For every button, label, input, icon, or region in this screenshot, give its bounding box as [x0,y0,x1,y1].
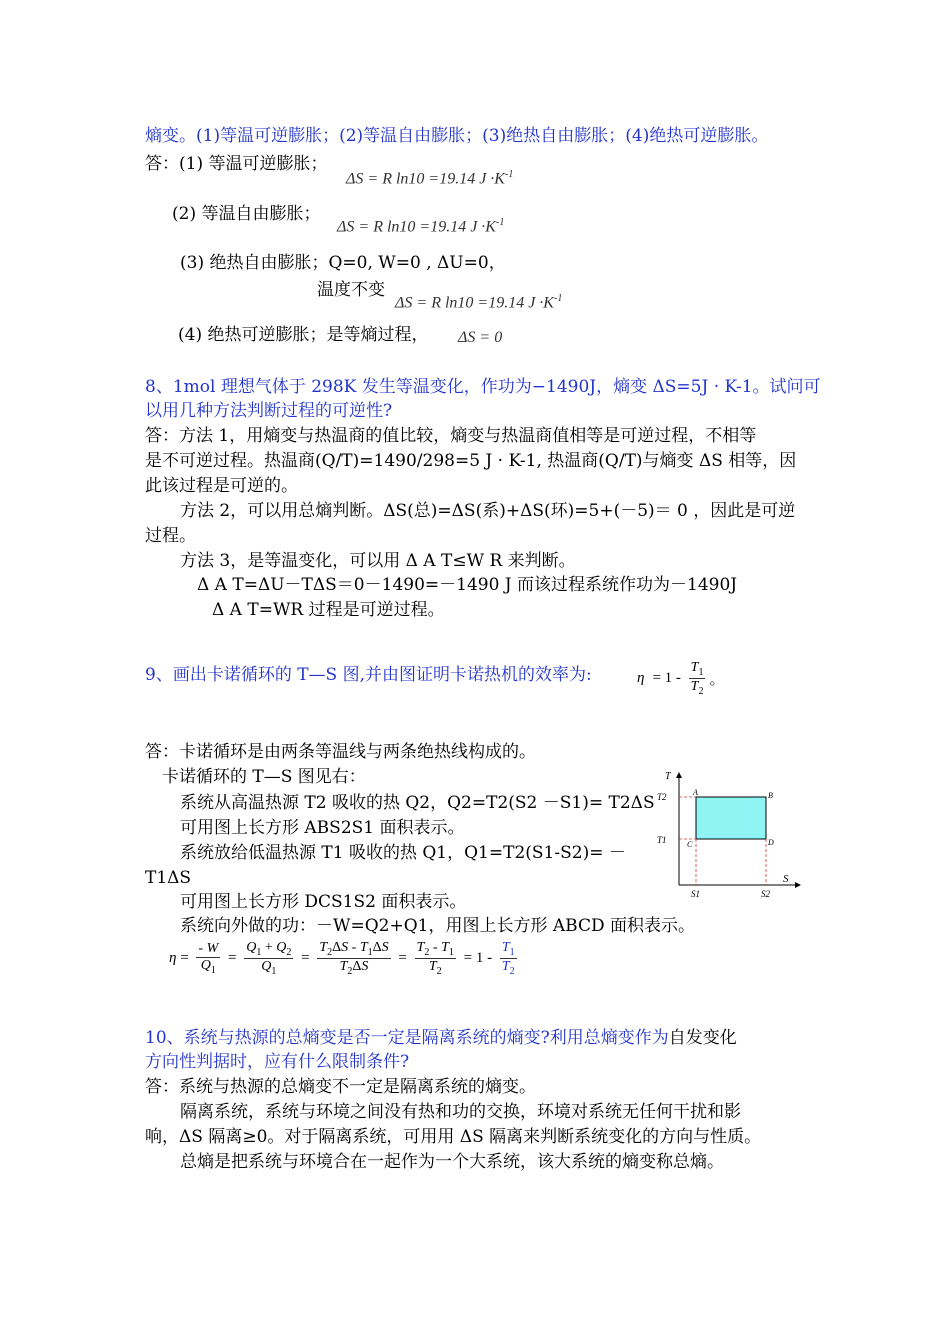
t1-label: T1 [657,835,667,845]
q8-method-2-line-1: 方法 2，可以用总熵判断。ΔS(总)=ΔS(系)+ΔS(环)=5+(－5)＝ 0 ，因此是可逆 [180,501,796,521]
q9-title: 9、画出卡诺循环的 T—S 图,并由图证明卡诺热机的效率为: [145,665,592,685]
q8-answer-line-3: 此该过程是可逆的。 [145,476,298,496]
q8-method-3-line-3: Δ A T=WR 过程是可逆过程。 [212,600,445,620]
q9-answer-line-7: 可用图上长方形 DCS1S2 面积表示。 [180,892,467,912]
q9-answer-line-3: 系统从高温热源 T2 吸收的热 Q2，Q2=T2(S2 －S1)= T2ΔS [180,793,655,813]
point-c-label: C [687,840,693,849]
q9-derivation: η = $\frac{- W}{Q_1}$ = $\frac{Q_1 + Q_2}{Q_1}$ = $\frac{T_2\Delta S - T_1\Delta S}{T_2\Delta S}$ = $\frac{T_2 - T_1}{T_2}$ = 1 - $\frac{T_1}{T_2}$ [169,940,515,977]
q9-answer-line-2: 卡诺循环的 T—S 图见右： [162,767,366,787]
q7-answer-1-formula: ΔS = R ln10 =19.14 $J \cdot K^{-1}$ [346,169,514,188]
q7-answer-4-label: (4) 绝热可逆膨胀；是等熵过程， [178,325,429,345]
t2-label: T2 [657,792,667,802]
point-d-label: D [768,838,774,847]
q10-answer-line-1: 答：系统与热源的总熵变不一定是隔离系统的熵变。 [145,1077,536,1097]
q9-answer-line-4: 可用图上长方形 ABS2S1 面积表示。 [180,818,465,838]
q10-title-line-2: 方向性判据时，应有什么限制条件? [145,1052,410,1072]
q8-title-line-1: 8、1mol 理想气体于 298K 发生等温变化，作功为−1490J，熵变 ΔS=5J · K-1。试问可 [145,377,821,397]
cycle-rectangle [696,797,766,839]
point-a-label: A [693,788,698,797]
q9-answer-line-6: T1ΔS [145,868,192,888]
q7-answer-3-label2: 温度不变 [317,280,385,300]
q8-method-3-line-1: 方法 3，是等温变化，可以用 Δ A T≤W R 来判断。 [180,551,576,571]
q7-answer-1-label: 答：(1) 等温可逆膨胀； [145,154,328,174]
q7-title: 熵变。(1)等温可逆膨胀；(2)等温自由膨胀；(3)绝热自由膨胀；(4)绝热可逆膨胀。 [145,126,769,146]
q7-answer-2-label: (2) 等温自由膨胀； [172,204,321,224]
q8-answer-line-2: 是不可逆过程。热温商(Q/T)=1490/298=5 J · K-1, 热温商(Q/T)与熵变 ΔS 相等，因 [145,451,797,471]
axis-s-label: S [783,873,789,885]
point-b-label: B [768,791,773,800]
axis-t-label: T [665,771,671,782]
q9-answer-line-5: 系统放给低温热源 T1 吸收的热 Q1，Q1=T2(S1-S2)= － [180,843,626,863]
q9-answer-line-1: 答：卡诺循环是由两条等温线与两条绝热线构成的。 [145,742,536,762]
q9-efficiency-formula: η = 1 - $\frac{T_1}{T_2}$ 。 [637,660,725,697]
carnot-ts-diagram [655,765,805,905]
q8-answer-line-1: 答：方法 1，用熵变与热温商的值比较，熵变与热温商值相等是可逆过程，不相等 [145,426,757,446]
q9-answer-line-8: 系统向外做的功：－W=Q2+Q1，用图上长方形 ABCD 面积表示。 [180,916,695,936]
s2-label: S2 [761,889,770,899]
q10-answer-line-2: 隔离系统，系统与环境之间没有热和功的交换，环境对系统无任何干扰和影 [180,1102,741,1122]
s1-label: S1 [691,889,700,899]
q7-answer-2-formula: ΔS = R ln10 =19.14 $J \cdot K^{-1}$ [337,217,505,236]
q7-answer-3-formula: ΔS = R ln10 =19.14 $J \cdot K^{-1}$ [395,293,563,312]
q8-method-2-line-2: 过程。 [145,526,196,546]
q8-method-3-line-2: Δ A T=ΔU－TΔS＝0－1490=－1490 J 而该过程系统作功为－1490J [197,575,738,595]
q7-answer-3-label: (3) 绝热自由膨胀；Q=0, W=0 , ΔU=0， [180,253,506,273]
q10-answer-line-4: 总熵是把系统与环境合在一起作为一个大系统，该大系统的熵变称总熵。 [180,1152,724,1172]
q8-title-line-2: 以用几种方法判断过程的可逆性? [145,401,393,421]
q7-answer-4-formula: ΔS = 0 [458,329,503,346]
q10-answer-line-3: 响，ΔS 隔离≥0。对于隔离系统，可用用 ΔS 隔离来判断系统变化的方向与性质。 [145,1127,762,1147]
q10-title-line-1: 10、系统与热源的总熵变是否一定是隔离系统的熵变?利用总熵变作为自发变化 [145,1028,737,1048]
